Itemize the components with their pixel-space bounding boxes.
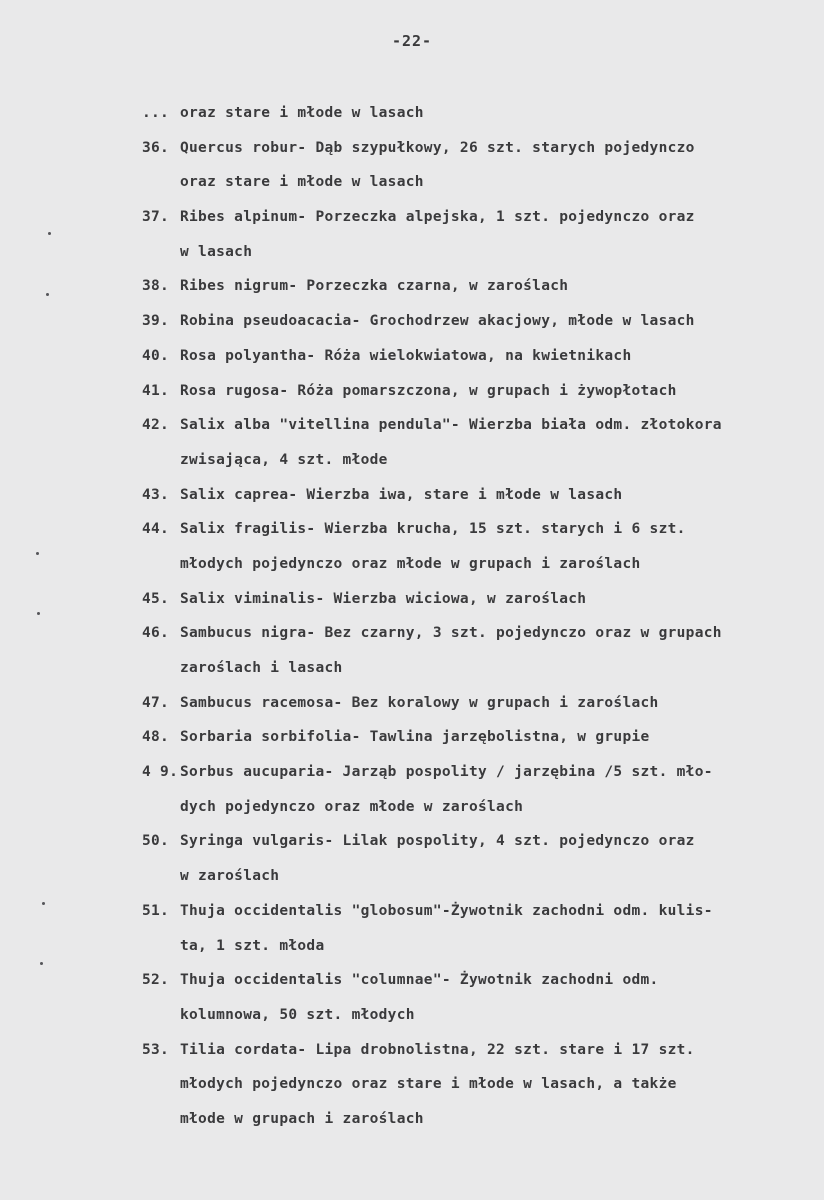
list-item-continuation xyxy=(0,443,824,478)
item-number: 52. xyxy=(142,972,170,989)
item-number: 42. xyxy=(142,417,170,434)
item-text: młode w grupach i zaroślach xyxy=(180,1110,424,1127)
item-text: Robina pseudoacacia- Grochodrzew akacjowy, młode w lasach xyxy=(180,313,695,330)
list-item xyxy=(0,720,824,755)
item-text: Sambucus nigra- Bez czarny, 3 szt. pojedynczo oraz w grupach xyxy=(180,625,722,642)
item-text: kolumnowa, 50 szt. młodych xyxy=(180,1006,415,1023)
item-text: oraz stare i młode w lasach xyxy=(180,105,424,121)
item-text: Quercus robur- Dąb szypułkowy, 26 szt. starych pojedynczo xyxy=(180,139,695,156)
list-item-continuation xyxy=(0,547,824,582)
item-text: Sambucus racemosa- Bez koralowy w grupach i zaroślach xyxy=(180,694,659,711)
item-number: 48. xyxy=(142,729,170,746)
item-number: 43. xyxy=(142,486,170,503)
item-number: 41. xyxy=(142,382,170,399)
item-text: Salix viminalis- Wierzba wiciowa, w zaroślach xyxy=(180,590,587,607)
list-item-continuation xyxy=(0,929,824,964)
item-number: 37. xyxy=(142,209,170,226)
item-text: zaroślach i lasach xyxy=(180,660,343,676)
list-item xyxy=(0,374,824,409)
item-text: Rosa rugosa- Róża pomarszczona, w grupach i żywopłotach xyxy=(180,382,677,399)
item-number: 53. xyxy=(142,1041,170,1058)
list-item xyxy=(0,408,824,443)
item-text: zwisająca, 4 szt. młode xyxy=(180,451,388,468)
item-text: Sorbaria sorbifolia- Tawlina jarzębolistna, w grupie xyxy=(180,729,650,746)
item-text: Ribes nigrum- Porzeczka czarna, w zaroślach xyxy=(180,278,569,295)
item-text: Thuja occidentalis "globosum"-Żywotnik zachodni odm. kulis- xyxy=(180,902,713,919)
item-text: w lasach xyxy=(180,243,253,260)
list-item xyxy=(0,269,824,304)
item-text: Tilia cordata- Lipa drobnolistna, 22 szt. stare i 17 szt. xyxy=(180,1041,695,1058)
item-number: 4 9. xyxy=(142,764,179,781)
item-number: 51. xyxy=(142,902,170,919)
item-number: 47. xyxy=(142,694,170,711)
list-item xyxy=(0,582,824,617)
list-item xyxy=(0,1033,824,1068)
page-number: -22- xyxy=(391,32,433,50)
item-text: Salix caprea- Wierzba iwa, stare i młode w lasach xyxy=(180,486,623,503)
list-item-continuation xyxy=(0,165,824,200)
list-item-continuation xyxy=(0,1067,824,1102)
list-item-continuation xyxy=(0,235,824,270)
item-text: w zaroślach xyxy=(180,868,280,885)
item-text: dych pojedynczo oraz młode w zaroślach xyxy=(180,798,524,815)
item-text: Thuja occidentalis "columnae"- Żywotnik zachodni odm. xyxy=(180,972,659,989)
list-item xyxy=(0,616,824,651)
list-item-continuation xyxy=(0,651,824,686)
list-item xyxy=(0,96,824,131)
item-text: młodych pojedynczo oraz młode w grupach i zaroślach xyxy=(180,555,641,572)
item-text: Sorbus aucuparia- Jarząb pospolity / jarzębina /5 szt. mło- xyxy=(180,764,713,781)
item-number: 46. xyxy=(142,625,170,642)
list-item xyxy=(0,963,824,998)
item-number: 50. xyxy=(142,833,170,850)
item-number: 44. xyxy=(142,521,170,538)
list-item-continuation xyxy=(0,998,824,1033)
item-number: 39. xyxy=(142,313,170,330)
item-text: oraz stare i młode w lasach xyxy=(180,174,424,191)
item-number: 38. xyxy=(142,278,170,295)
list-item xyxy=(0,478,824,513)
item-text: ta, 1 szt. młoda xyxy=(180,937,325,954)
list-item-continuation xyxy=(0,790,824,825)
list-item-continuation xyxy=(0,859,824,894)
list-item xyxy=(0,512,824,547)
list-item xyxy=(0,824,824,859)
list-item xyxy=(0,131,824,166)
item-text: Salix alba "vitellina pendula"- Wierzba biała odm. złotokora xyxy=(180,417,722,434)
list-item xyxy=(0,755,824,790)
item-text: młodych pojedynczo oraz stare i młode w lasach, a także xyxy=(180,1076,677,1093)
list-item xyxy=(0,686,824,721)
list-item xyxy=(0,894,824,929)
species-list xyxy=(0,96,824,1137)
item-number: 45. xyxy=(142,590,170,607)
list-item-continuation xyxy=(0,1102,824,1137)
item-text: Syringa vulgaris- Lilak pospolity, 4 szt. pojedynczo oraz xyxy=(180,833,695,850)
item-number: 40. xyxy=(142,347,170,364)
list-item xyxy=(0,304,824,339)
item-number: ... xyxy=(142,105,170,121)
item-text: Rosa polyantha- Róża wielokwiatowa, na kwietnikach xyxy=(180,347,632,364)
item-number: 36. xyxy=(142,139,170,156)
list-item xyxy=(0,200,824,235)
list-item xyxy=(0,339,824,374)
item-text: Salix fragilis- Wierzba krucha, 15 szt. starych i 6 szt. xyxy=(180,521,686,538)
item-text: Ribes alpinum- Porzeczka alpejska, 1 szt. pojedynczo oraz xyxy=(180,209,695,226)
